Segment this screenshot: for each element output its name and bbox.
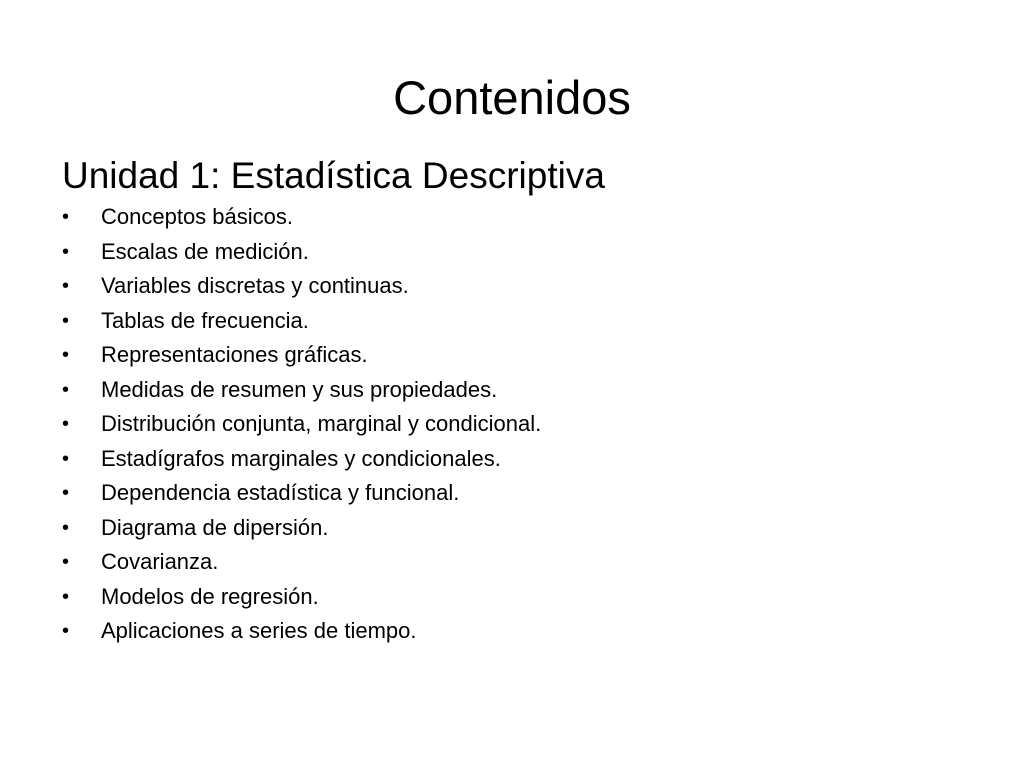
bullet-icon: • [62,585,70,608]
bullet-icon: • [62,275,70,297]
list-item-text: Distribución conjunta, marginal y condicional. [101,411,542,436]
bullet-icon: • [62,206,70,228]
list-item-text: Modelos de regresión. [101,583,319,609]
bullet-icon: • [62,447,70,470]
bullet-icon: • [62,344,70,366]
list-item-text: Representaciones gráficas. [101,342,368,367]
bullet-icon: • [62,413,70,435]
bullet-icon: • [62,620,70,642]
list-item-text: Dependencia estadística y funcional. [101,480,460,505]
list-item-text: Diagrama de dipersión. [101,514,329,540]
list-item-text: Covarianza. [101,549,219,574]
bullet-icon: • [62,482,70,504]
bullet-icon: • [62,378,70,401]
list-item-text: Escalas de medición. [101,238,309,264]
bullet-icon: • [62,240,70,263]
bullet-icon: • [62,516,70,539]
list-item-text: Estadígrafos marginales y condicionales. [101,445,501,471]
list-item-text: Aplicaciones a series de tiempo. [101,618,417,643]
list-item-text: Tablas de frecuencia. [101,307,309,333]
bullet-icon: • [62,551,70,573]
bullet-icon: • [62,309,70,332]
list-item-text: Conceptos básicos. [101,204,293,229]
list-item-text: Medidas de resumen y sus propiedades. [101,376,498,402]
list-item-text: Variables discretas y continuas. [101,273,409,298]
unit-heading: Unidad 1: Estadística Descriptiva [62,155,605,196]
slide-title: Contenidos [393,71,631,124]
